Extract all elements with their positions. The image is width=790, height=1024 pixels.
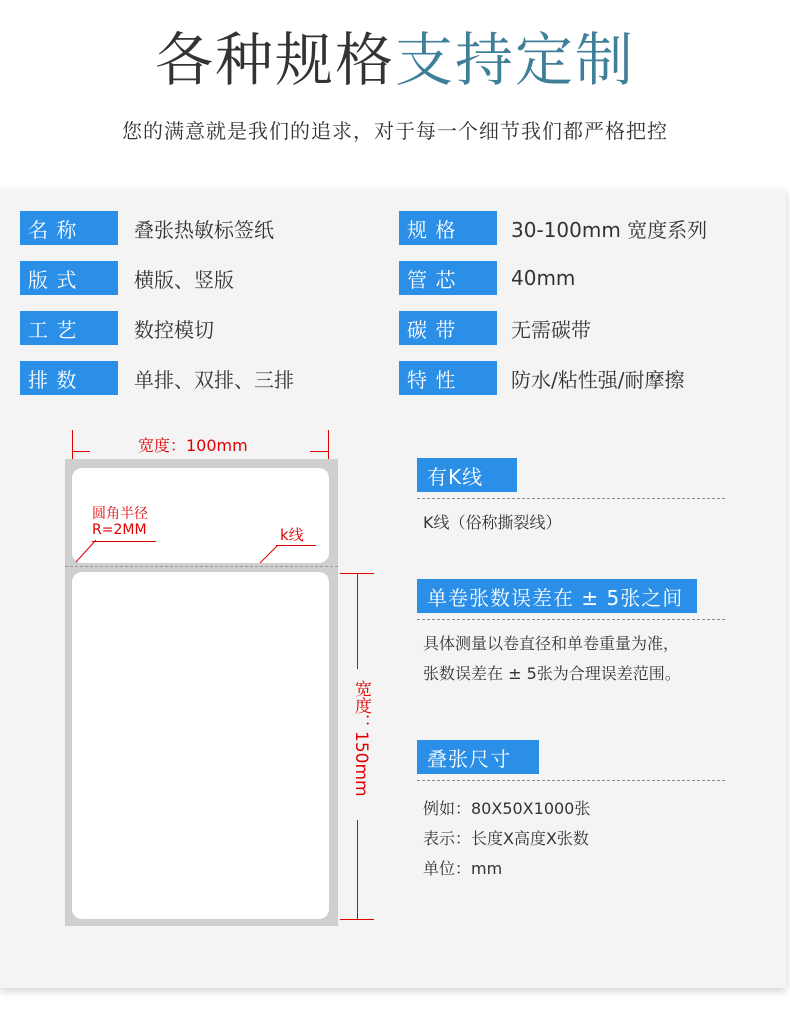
page-title-dark: 各种规格 [154, 26, 395, 94]
fold-size-divider [417, 780, 725, 781]
spec-value: 30-100mm 宽度系列 [511, 217, 708, 242]
width-dimension-label: 宽度：100mm [138, 436, 248, 455]
spec-label: 工 艺 [20, 311, 118, 345]
spec-value: 单排、双排、三排 [134, 367, 294, 392]
fold-size-example: 例如：80X50X1000张 [423, 799, 591, 818]
tear-line [65, 566, 338, 567]
spec-name [20, 211, 274, 245]
tolerance-desc-2: 张数误差在 ± 5张为合理误差范围。 [423, 664, 681, 683]
page-title-blue: 支持定制 [395, 26, 636, 94]
fold-size-heading: 叠张尺寸 [417, 740, 539, 774]
fold-size-unit: 单位：mm [423, 859, 503, 878]
spec-features [399, 361, 684, 395]
tolerance-desc-1: 具体测量以卷直径和单卷重量为准， [423, 634, 680, 653]
spec-core [399, 261, 575, 295]
tolerance-heading: 单卷张数误差在 ± 5张之间 [417, 579, 697, 613]
spec-value: 叠张热敏标签纸 [134, 217, 274, 242]
kline-pointer-line [258, 543, 280, 565]
kline-heading: 有K线 [417, 458, 517, 492]
spec-label: 版 式 [20, 261, 118, 295]
height-dimension-label: 宽度：150mm [351, 680, 371, 797]
width-dim-right-tick [328, 430, 329, 460]
spec-ribbon [399, 311, 591, 345]
height-dim-bottom-tick [340, 919, 374, 920]
spec-label: 特 性 [399, 361, 497, 395]
spec-value: 防水/粘性强/耐摩擦 [511, 367, 685, 392]
page-title [0, 22, 790, 98]
corner-radius-label [92, 506, 148, 538]
corner-pointer-line [74, 538, 98, 564]
corner-radius-label-line1: 圆角半径 [92, 506, 148, 522]
corner-radius-label-line2: R=2MM [92, 522, 147, 538]
spec-label: 规 格 [399, 211, 497, 245]
label-main [72, 572, 329, 919]
height-dim-line-bottom [357, 820, 358, 919]
kline-label-underline [276, 545, 316, 546]
width-dim-line-left [72, 451, 90, 452]
page-subtitle: 您的满意就是我们的追求，对于每一个细节我们都严格把控 [122, 119, 668, 143]
spec-value: 横版、竖版 [134, 267, 234, 292]
spec-process [20, 311, 214, 345]
spec-layout [20, 261, 234, 295]
kline-label: k线 [280, 526, 304, 544]
kline-desc: K线（俗称撕裂线） [423, 513, 562, 532]
spec-rows [20, 361, 294, 395]
spec-label: 排 数 [20, 361, 118, 395]
corner-label-underline [92, 541, 156, 542]
spec-label: 名 称 [20, 211, 118, 245]
spec-size [399, 211, 707, 245]
kline-divider [417, 498, 725, 499]
spec-value: 数控模切 [134, 317, 214, 342]
width-dim-line-right [310, 451, 328, 452]
fold-size-meaning: 表示：长度X高度X张数 [423, 829, 589, 848]
width-dim-left-tick [72, 430, 73, 460]
spec-label: 管 芯 [399, 261, 497, 295]
spec-value: 无需碳带 [511, 317, 591, 342]
spec-label: 碳 带 [399, 311, 497, 345]
tolerance-divider [417, 619, 725, 620]
height-dim-line-top [357, 573, 358, 669]
spec-value: 40mm [511, 266, 576, 290]
